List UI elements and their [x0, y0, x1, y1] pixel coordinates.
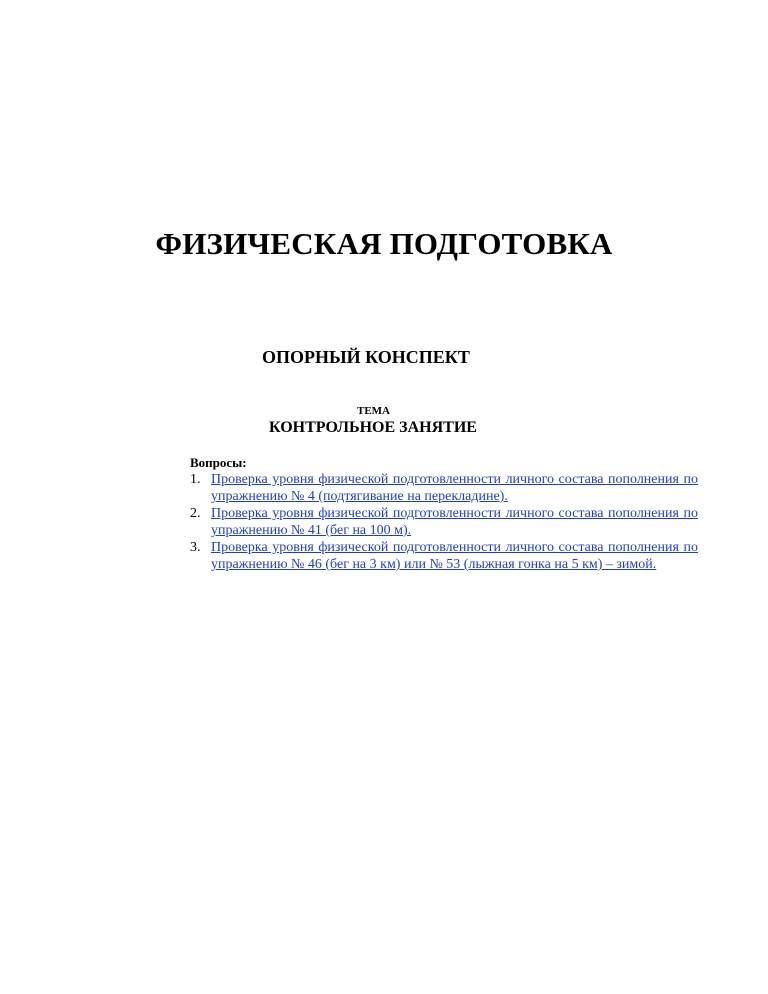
question-link-2[interactable]: Проверка уровня физической подготовленности личного состава пополнения по упражнению № 41 (бег на 100 м).	[211, 506, 698, 538]
question-number: 2.	[190, 506, 201, 521]
question-item	[190, 471, 698, 505]
subtitle: ОПОРНЫЙ КОНСПЕКТ	[262, 347, 470, 367]
question-number: 1.	[190, 472, 201, 487]
questions-label: Вопросы:	[190, 455, 247, 470]
questions-section	[190, 455, 698, 573]
questions-list	[190, 471, 698, 573]
question-item	[190, 539, 698, 573]
question-link-1[interactable]: Проверка уровня физической подготовленности личного состава пополнения по упражнению № 4 (подтягивание на перекладине).	[211, 472, 698, 504]
question-link-3[interactable]: Проверка уровня физической подготовленности личного состава пополнения по упражнению № 46 (бег на 3 км) или № 53 (лыжная гонка на 5 км) – зимой.	[211, 540, 698, 572]
topic-title: КОНТРОЛЬНОЕ ЗАНЯТИЕ	[269, 419, 477, 436]
question-item	[190, 505, 698, 539]
main-title: ФИЗИЧЕСКАЯ ПОДГОТОВКА	[155, 226, 613, 261]
topic-label: ТЕМА	[357, 405, 390, 417]
question-number: 3.	[190, 540, 201, 555]
